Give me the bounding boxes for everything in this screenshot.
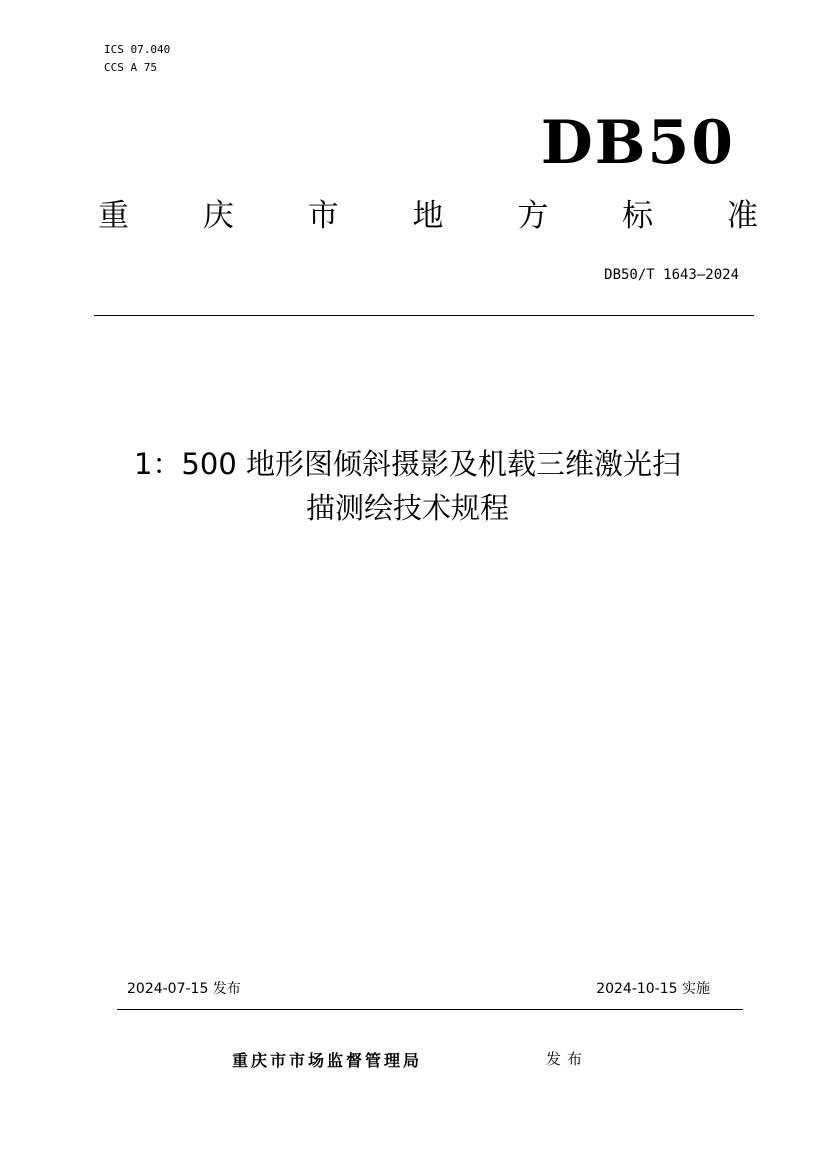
top-divider — [94, 315, 754, 316]
title-line-1: 1：500 地形图倾斜摄影及机载三维激光扫 — [133, 447, 682, 481]
org-title-char: 方 — [517, 198, 549, 234]
org-title-char: 重 — [98, 198, 129, 234]
issuer-name: 重庆市市场监督管理局 — [232, 1051, 423, 1070]
ccs-code: CCS A 75 — [104, 61, 157, 74]
org-title — [98, 196, 758, 236]
publish-date: 2024-07-15 发布 — [127, 981, 241, 997]
implementation-date: 2024-10-15 实施 — [596, 981, 710, 997]
standard-number: DB50/T 1643—2024 — [604, 267, 739, 283]
org-title-char: 地 — [412, 198, 444, 234]
ics-code: ICS 07.040 — [104, 43, 171, 56]
org-title-char: 准 — [726, 198, 758, 234]
document-title — [50, 442, 765, 530]
bottom-divider — [117, 1009, 743, 1010]
title-line-2: 描测绘技术规程 — [305, 491, 509, 525]
org-title-char: 庆 — [202, 198, 234, 234]
issue-label: 发布 — [546, 1050, 589, 1068]
org-title-char: 标 — [622, 198, 654, 234]
org-title-char: 市 — [307, 198, 339, 234]
standard-logo: DB50 — [540, 108, 735, 178]
